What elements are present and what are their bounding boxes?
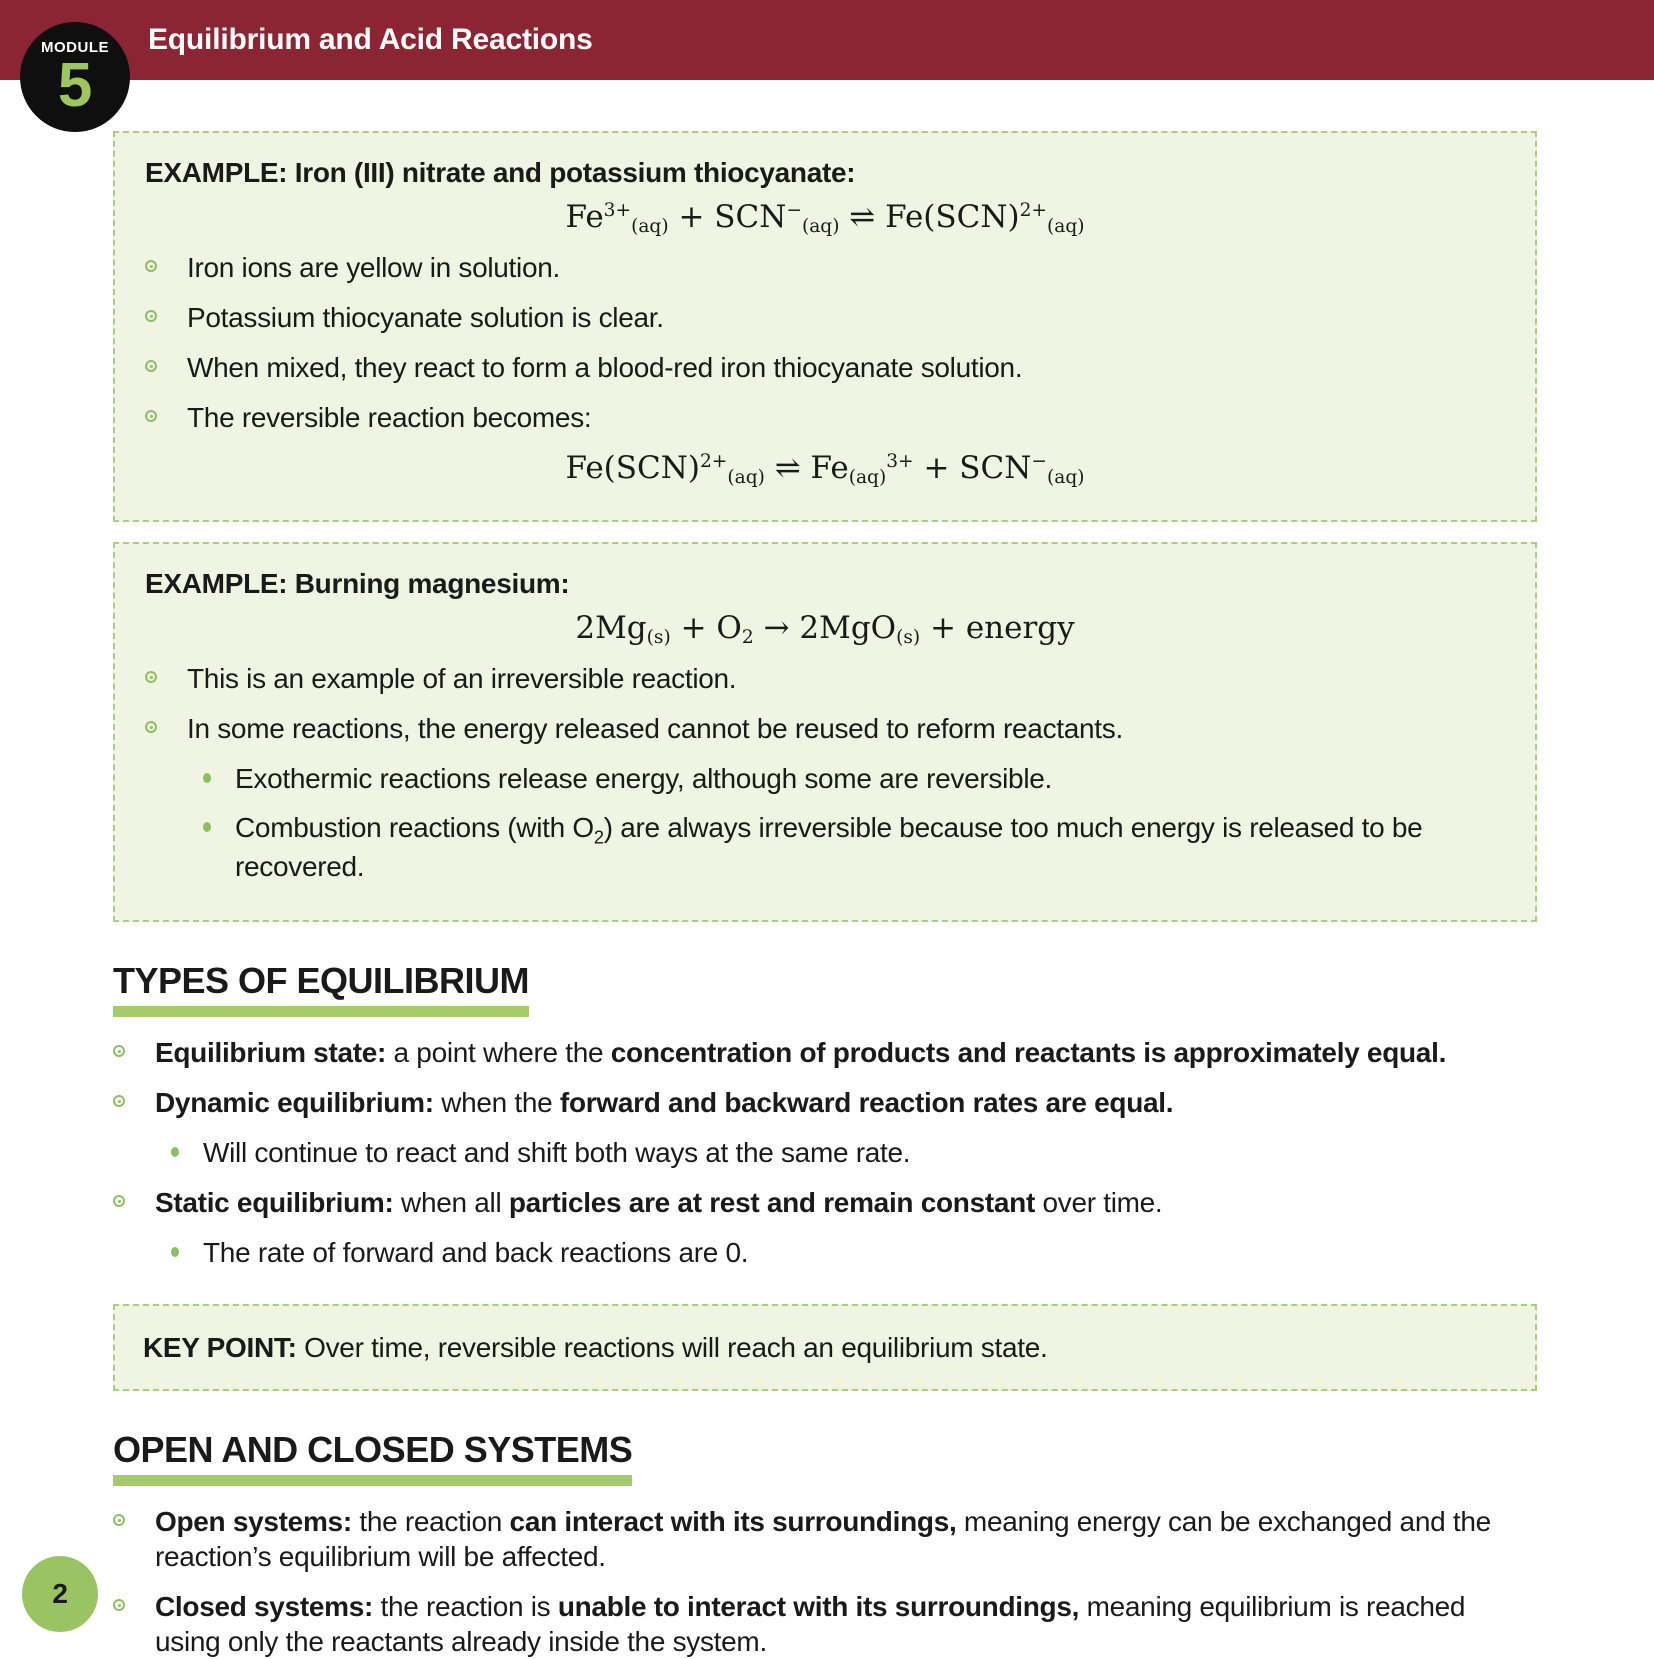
bullet-icon: [113, 1514, 125, 1526]
list-item-text: Iron ions are yellow in solution.: [187, 252, 560, 283]
types-bullet-list: [113, 1035, 1537, 1120]
list-item-text: Static equilibrium: when all particles are at rest and remain constant over time.: [155, 1187, 1163, 1219]
list-item-text: The rate of forward and back reactions are 0.: [203, 1237, 749, 1269]
page-title: Equilibrium and Acid Reactions: [148, 23, 593, 56]
header-bar: [0, 0, 1654, 120]
bullet-icon: [113, 1095, 125, 1107]
sub-bullet-icon: [203, 773, 211, 783]
open-closed-bullet-list: [113, 1504, 1537, 1659]
list-item: [203, 761, 1505, 796]
section-heading-types: TYPES OF EQUILIBRIUM: [113, 960, 547, 1017]
magnesium-bullet-list: [145, 661, 1505, 746]
key-point-box: [113, 1304, 1537, 1391]
list-item-text: Exothermic reactions release energy, although some are reversible.: [235, 763, 1052, 794]
module-badge: [20, 22, 130, 132]
list-item: [145, 250, 1505, 285]
list-item: [113, 1035, 1537, 1070]
list-item-text: Closed systems: the reaction is unable to interact with its surroundings, meaning equilibrium is reached using only the reactants already inside the system.: [155, 1591, 1466, 1658]
list-item: [113, 1589, 1537, 1659]
types-bullet-list-2: [113, 1185, 1537, 1220]
list-item-text: Combustion reactions (with $O_2$) are always irreversible because too much energy is released to be recovered.: [235, 812, 1423, 883]
bullet-icon: [145, 260, 157, 272]
static-sub-list: [171, 1235, 1537, 1270]
list-item: [171, 1235, 1537, 1270]
bullet-icon: [113, 1045, 125, 1057]
list-item-text: When mixed, they react to form a blood-red iron thiocyanate solution.: [187, 352, 1023, 383]
sub-bullet-icon: [203, 822, 211, 832]
list-item-text: Will continue to react and shift both ways at the same rate.: [203, 1137, 911, 1169]
bullet-icon: [145, 410, 157, 422]
list-item: [113, 1504, 1537, 1574]
list-item-text: In some reactions, the energy released cannot be reused to reform reactants.: [187, 713, 1123, 744]
list-item: [113, 1185, 1537, 1220]
list-item: [145, 711, 1505, 746]
module-label: MODULE: [41, 38, 109, 56]
list-item: [113, 1085, 1537, 1120]
list-item: [145, 300, 1505, 335]
page-number-badge: [22, 1556, 98, 1632]
example-box-iron: [113, 131, 1537, 522]
bullet-icon: [145, 721, 157, 733]
sub-bullet-icon: [171, 1147, 179, 1157]
example-heading-magnesium: EXAMPLE: Burning magnesium:: [145, 568, 570, 599]
equation-iron-forward: $Fe^{3+}_{(aq)} + SCN^-_{(aq)}$ ⇌ Fe(SCN)$^{2+}_{(aq)}$: [565, 199, 1085, 238]
page-number: 2: [52, 1578, 68, 1609]
list-item: [145, 350, 1505, 385]
bullet-icon: [145, 671, 157, 683]
list-item-text: Dynamic equilibrium: when the forward and backward reaction rates are equal.: [155, 1087, 1174, 1119]
page-content: [113, 131, 1537, 1659]
list-item: [203, 810, 1505, 884]
equation-magnesium: $2Mg_{(s)} + O_2 \to 2MgO_{(s)}$ + energy: [575, 610, 1075, 649]
bullet-icon: [145, 310, 157, 322]
list-item-text: This is an example of an irreversible reaction.: [187, 663, 737, 694]
bullet-icon: [145, 360, 157, 372]
list-item-text: Potassium thiocyanate solution is clear.: [187, 302, 664, 333]
list-item: [145, 400, 1505, 435]
bullet-icon: [113, 1599, 125, 1611]
dynamic-sub-list: [171, 1135, 1537, 1170]
list-item-text: Open systems: the reaction can interact with its surroundings, meaning energy can be exchanged and the reaction’s equilibrium will be affected.: [155, 1506, 1491, 1573]
magnesium-sub-bullet-list: [203, 761, 1505, 884]
list-item-text: Equilibrium state: a point where the concentration of products and reactants is approximately equal.: [155, 1037, 1447, 1069]
list-item: [145, 661, 1505, 696]
example-heading-iron: EXAMPLE: Iron (III) nitrate and potassium thiocyanate:: [145, 157, 856, 188]
sub-bullet-icon: [171, 1247, 179, 1257]
list-item-text: The reversible reaction becomes:: [187, 402, 592, 433]
key-point-text: KEY POINT: Over time, reversible reactions will reach an equilibrium state.: [143, 1332, 1048, 1364]
bullet-icon: [113, 1195, 125, 1207]
module-number: 5: [57, 50, 93, 120]
iron-bullet-list: [145, 250, 1505, 435]
list-item: [171, 1135, 1537, 1170]
section-heading-open-closed: OPEN AND CLOSED SYSTEMS: [113, 1429, 650, 1486]
equation-iron-reverse: Fe(SCN)$^{2+}_{(aq)}$ ⇌ $Fe_{(aq)}^{3+} + SCN^-_{(aq)}$: [565, 450, 1085, 489]
example-box-magnesium: [113, 542, 1537, 922]
